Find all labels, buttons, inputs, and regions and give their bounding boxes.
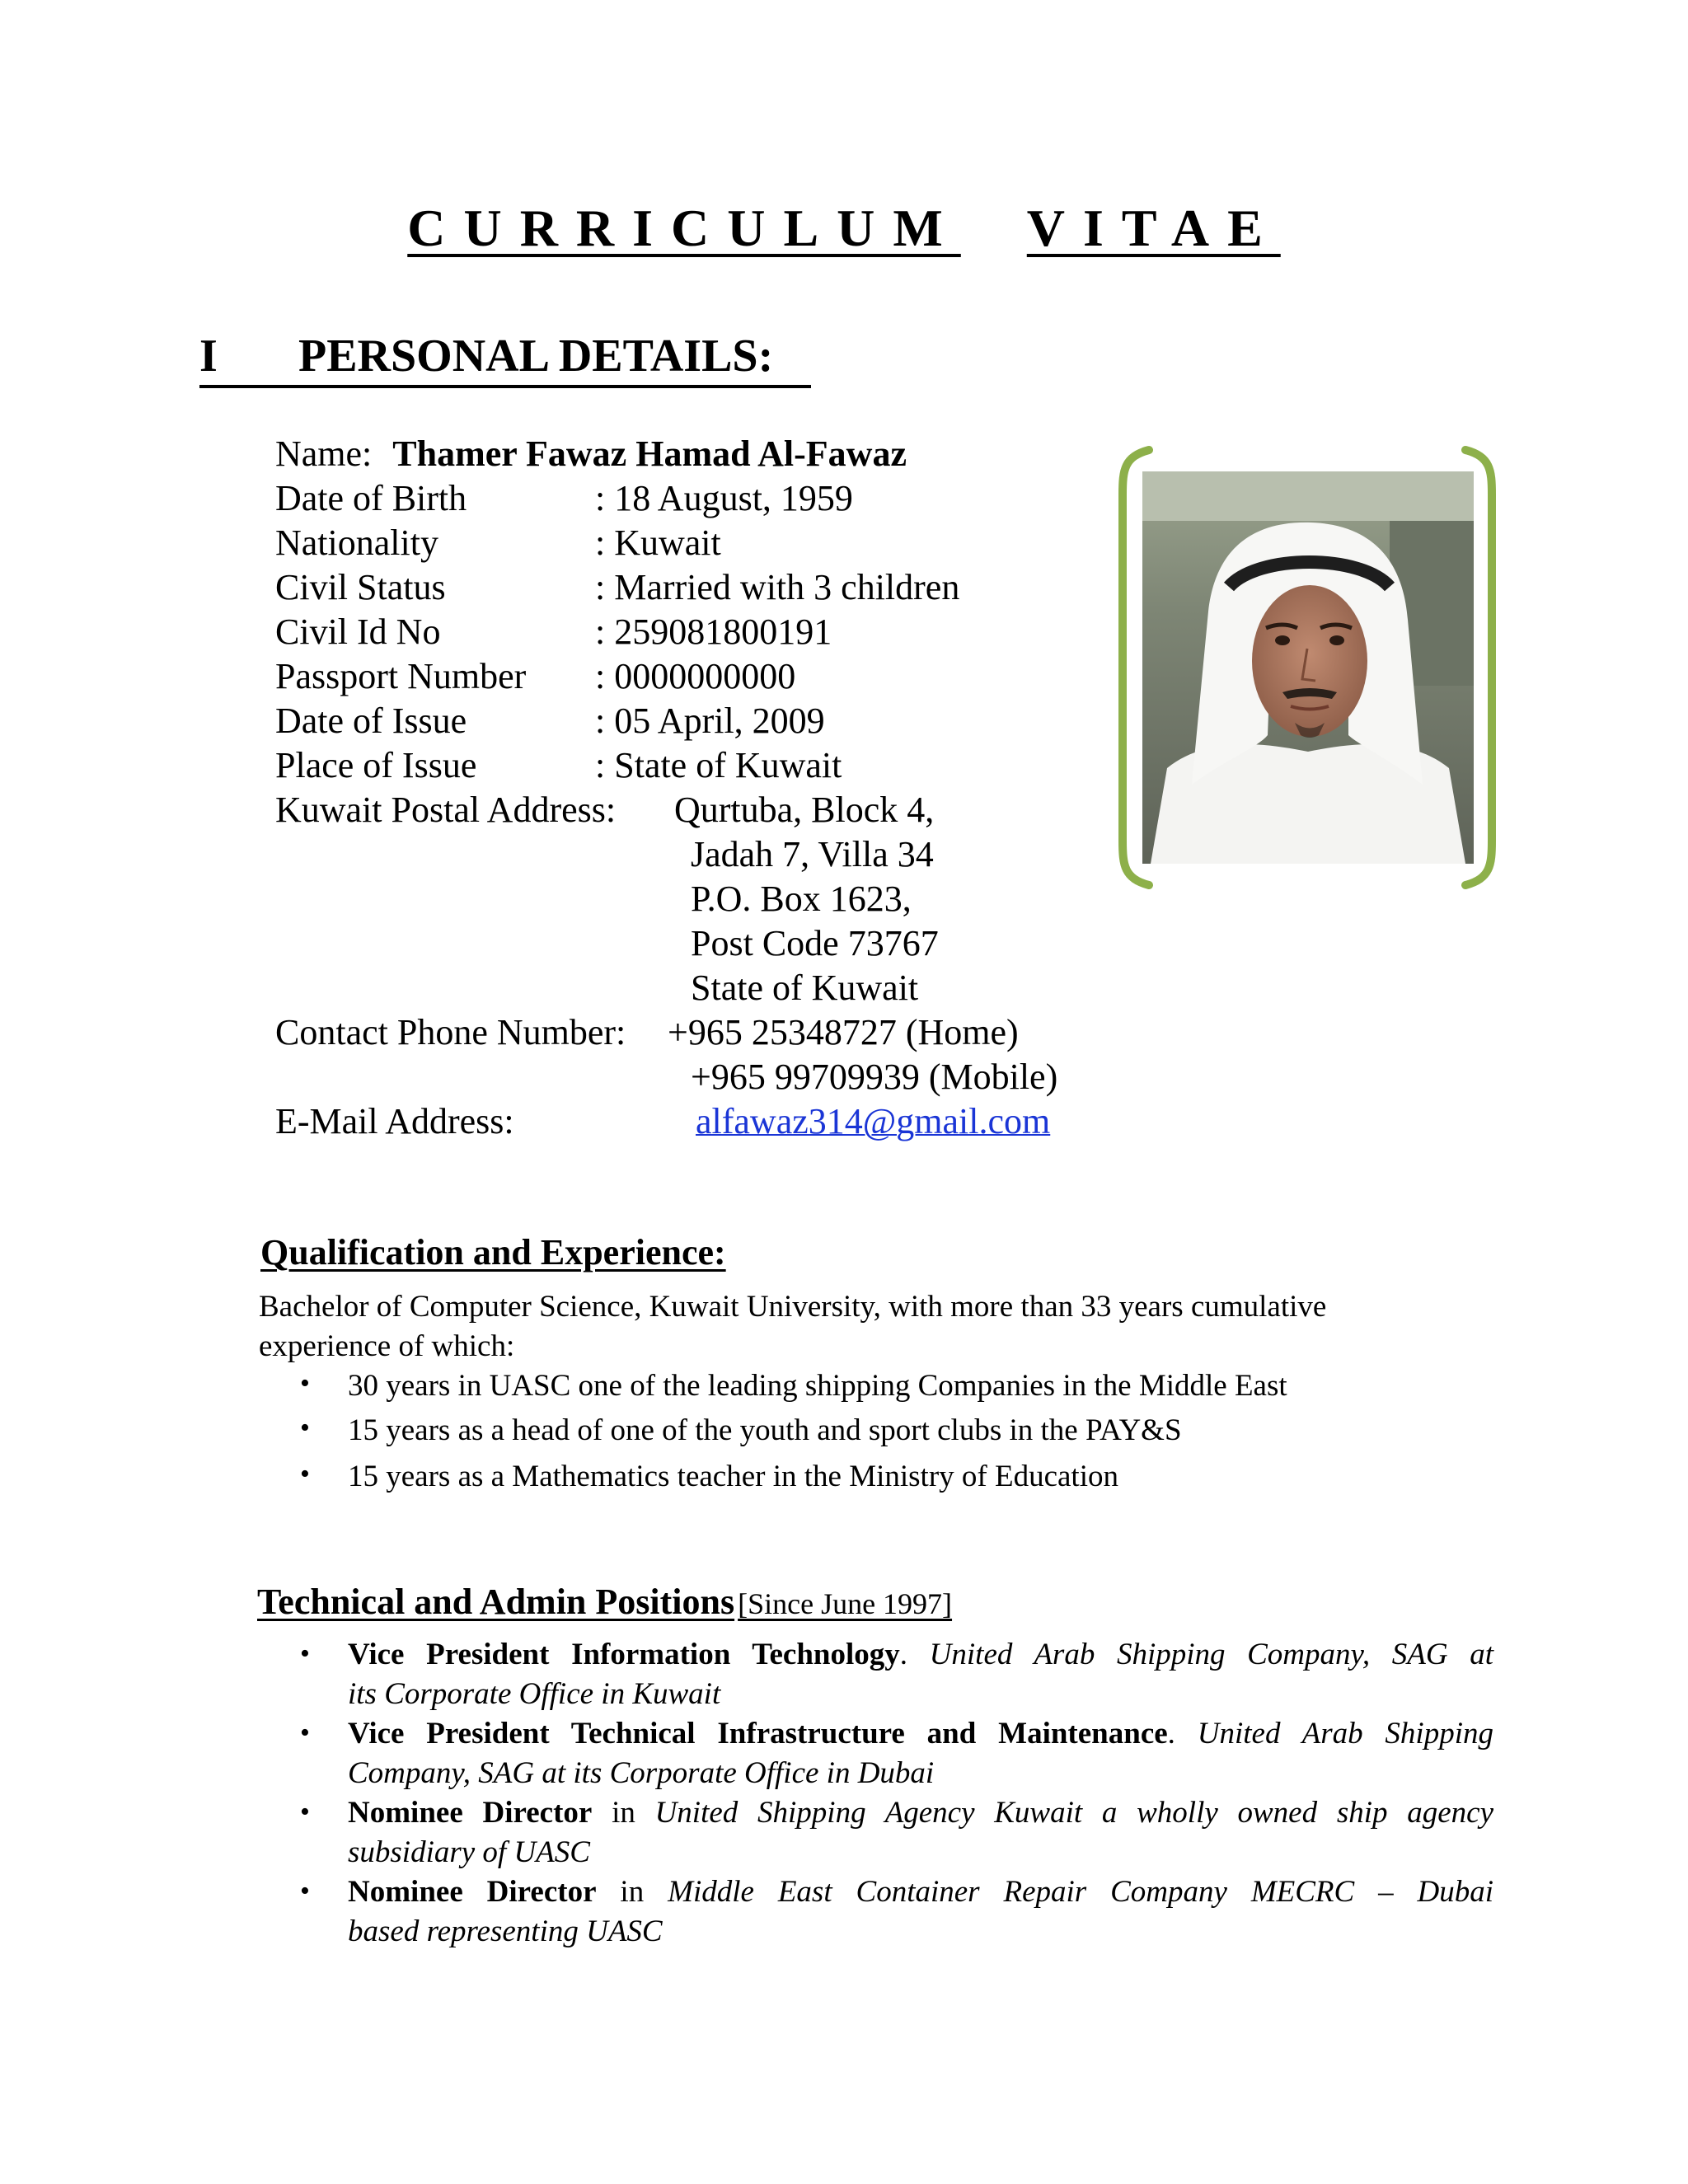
phone-label: Contact Phone Number: bbox=[275, 1012, 626, 1052]
address-line: P.O. Box 1623, bbox=[691, 879, 912, 919]
document-title bbox=[0, 198, 1688, 259]
position-title: Vice President Technical Infrastructure and Maintenance bbox=[348, 1717, 1168, 1750]
position-title: Vice President Information Technology bbox=[348, 1638, 900, 1671]
bullet-icon: • bbox=[300, 1638, 310, 1669]
qualification-bullet: 30 years in UASC one of the leading shipping Companies in the Middle East bbox=[348, 1369, 1287, 1403]
section-number: I bbox=[199, 330, 218, 382]
nationality-label: Nationality bbox=[275, 523, 438, 563]
email-label: E-Mail Address: bbox=[275, 1101, 514, 1141]
address-line: State of Kuwait bbox=[691, 968, 919, 1008]
qualification-bullet: 15 years as a Mathematics teacher in the Ministry of Education bbox=[348, 1460, 1118, 1493]
position-title: Nominee Director bbox=[348, 1796, 593, 1830]
address-line: Jadah 7, Villa 34 bbox=[691, 834, 934, 874]
bullet-icon: • bbox=[300, 1413, 310, 1443]
address-line: Post Code 73767 bbox=[691, 923, 939, 963]
name-row bbox=[275, 432, 907, 476]
email-value-wrap bbox=[696, 1099, 1050, 1144]
title-part-2: VITAE bbox=[1026, 199, 1281, 257]
position-desc-cont: its Corporate Office in Kuwait bbox=[348, 1677, 721, 1711]
name-value: Thamer Fawaz Hamad Al-Fawaz bbox=[392, 434, 907, 474]
position-line-1 bbox=[348, 1714, 1493, 1754]
title-part-1: CURRICULUM bbox=[407, 199, 961, 257]
address-line: Qurtuba, Block 4, bbox=[674, 790, 935, 830]
issue-place-label: Place of Issue bbox=[275, 745, 477, 785]
nationality-value: : Kuwait bbox=[595, 523, 721, 563]
phone-home: +965 25348727 (Home) bbox=[668, 1012, 1019, 1052]
issue-date-label: Date of Issue bbox=[275, 701, 467, 741]
qualification-bullet: 15 years as a head of one of the youth and sport clubs in the PAY&S bbox=[348, 1413, 1182, 1447]
bullet-icon: • bbox=[300, 1368, 310, 1399]
qualification-intro-line-2: experience of which: bbox=[259, 1329, 515, 1363]
position-desc: Middle East Container Repair Company MECRC – Dubai bbox=[668, 1875, 1494, 1909]
phone-mobile: +965 99709939 (Mobile) bbox=[691, 1057, 1058, 1097]
positions-heading bbox=[257, 1581, 952, 1624]
position-sep: . bbox=[1167, 1717, 1175, 1750]
bullet-icon: • bbox=[300, 1459, 310, 1489]
civil-id-label: Civil Id No bbox=[275, 612, 441, 652]
positions-heading-title: Technical and Admin Positions bbox=[257, 1582, 735, 1622]
civil-status-value: : Married with 3 children bbox=[595, 567, 960, 607]
position-desc-cont: Company, SAG at its Corporate Office in Dubai bbox=[348, 1756, 935, 1790]
position-line-1 bbox=[348, 1635, 1493, 1675]
bullet-icon: • bbox=[300, 1876, 310, 1906]
bullet-icon: • bbox=[300, 1797, 310, 1827]
passport-label: Passport Number bbox=[275, 656, 527, 696]
address-label: Kuwait Postal Address: bbox=[275, 790, 617, 830]
position-sep: in bbox=[612, 1796, 635, 1830]
passport-value: : 0000000000 bbox=[595, 656, 796, 696]
positions-since: [Since June 1997] bbox=[738, 1587, 953, 1620]
civil-id-value: : 259081800191 bbox=[595, 612, 832, 652]
position-desc-cont: subsidiary of UASC bbox=[348, 1835, 590, 1869]
dob-label: Date of Birth bbox=[275, 478, 467, 518]
bullet-icon: • bbox=[300, 1718, 310, 1748]
position-desc: United Arab Shipping bbox=[1197, 1717, 1493, 1750]
email-link[interactable]: alfawaz314@gmail.com bbox=[696, 1101, 1051, 1141]
qualification-heading: Qualification and Experience: bbox=[260, 1232, 726, 1272]
position-sep: in bbox=[620, 1875, 645, 1909]
issue-date-value: : 05 April, 2009 bbox=[595, 701, 825, 741]
position-line-1 bbox=[348, 1793, 1493, 1833]
name-label: Name: bbox=[275, 434, 373, 474]
position-desc: United Shipping Agency Kuwait a wholly owned ship agency bbox=[654, 1796, 1494, 1830]
issue-place-value: : State of Kuwait bbox=[595, 745, 842, 785]
qualification-intro-line-1: Bachelor of Computer Science, Kuwait University, with more than 33 years cumulative bbox=[259, 1290, 1327, 1324]
section-title: PERSONAL DETAILS: bbox=[298, 330, 774, 382]
position-desc-cont: based representing UASC bbox=[348, 1915, 663, 1948]
section-heading-personal-details bbox=[199, 330, 773, 382]
civil-status-label: Civil Status bbox=[275, 567, 446, 607]
position-sep: . bbox=[899, 1638, 908, 1671]
profile-photo bbox=[1142, 471, 1474, 864]
position-title: Nominee Director bbox=[348, 1875, 597, 1909]
dob-value: : 18 August, 1959 bbox=[595, 478, 853, 518]
section-heading-underline bbox=[199, 385, 811, 388]
position-line-1 bbox=[348, 1872, 1493, 1912]
position-desc: United Arab Shipping Company, SAG at bbox=[929, 1638, 1493, 1671]
